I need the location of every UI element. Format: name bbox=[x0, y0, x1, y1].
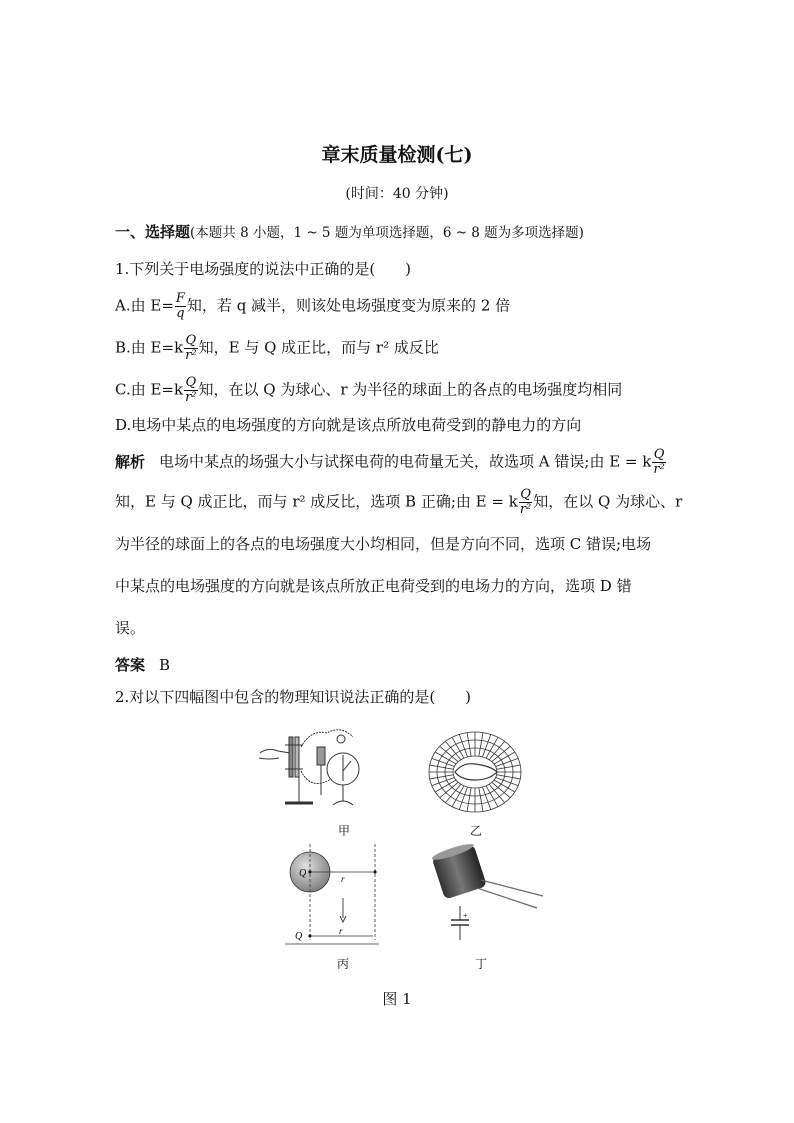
q-label-upper: Q bbox=[299, 868, 307, 879]
figure-label-yi: 乙 bbox=[470, 824, 483, 838]
option-c bbox=[115, 376, 622, 405]
field-line bbox=[435, 780, 456, 792]
analysis-line-2: 知，E 与 Q 成正比，而与 r² 成反比，选项 B 正确;由 E = k $\frac{Q}{\text{r²}}$ 知，在以 Q 为球心、r bbox=[115, 487, 683, 517]
option-b-prefix: B.由 E=k bbox=[115, 338, 184, 357]
field-line bbox=[445, 784, 460, 802]
figure-label-ding: 丁 bbox=[475, 957, 488, 971]
fraction-f-over-q: $\frac{F}{q}$ bbox=[175, 291, 185, 321]
figure-jia-apparatus bbox=[255, 725, 365, 817]
answer-label: 答案 bbox=[115, 656, 146, 674]
analysis-line-4: 中某点的电场强度的方向就是该点所放正电荷受到的电场力的方向，选项 D 错 bbox=[115, 577, 632, 595]
field-line bbox=[432, 758, 455, 766]
figure-yi-field-lines bbox=[425, 728, 525, 816]
page-title: 章末质量检测(七) bbox=[321, 144, 473, 166]
field-line bbox=[435, 752, 456, 764]
figure-bing-sphere bbox=[285, 840, 385, 950]
field-line bbox=[489, 784, 504, 802]
fraction-q-over-r2: $\frac{Q}{\text{r²}}$ bbox=[185, 333, 197, 363]
field-line bbox=[479, 733, 483, 757]
field-line bbox=[479, 788, 483, 812]
field-line bbox=[494, 780, 515, 792]
field-line bbox=[496, 777, 519, 785]
option-c-text: 知，在以 Q 为球心、r 为半径的球面上的各点的电场强度均相同 bbox=[198, 380, 623, 399]
field-line bbox=[494, 752, 515, 764]
field-line bbox=[483, 734, 491, 757]
section-name: 一、选择题 bbox=[115, 223, 191, 241]
option-c-prefix: C.由 E=k bbox=[115, 380, 184, 399]
field-line bbox=[467, 733, 471, 757]
page-subtitle: (时间：40 分钟) bbox=[345, 186, 449, 202]
field-line bbox=[430, 775, 454, 779]
field-line bbox=[496, 758, 519, 766]
r-label-lower: r bbox=[339, 926, 343, 936]
option-a-text: 知，若 q 减半，则该处电场强度变为原来的 2 倍 bbox=[186, 296, 511, 315]
figure-ding-capacitor bbox=[425, 840, 545, 950]
field-line bbox=[489, 741, 504, 759]
analysis-line-5: 误。 bbox=[115, 619, 146, 637]
analysis-label: 解析 bbox=[115, 452, 146, 471]
analysis-line-1: 解析 电场中某点的场强大小与试探电荷的电荷量无关，故选项 A 错误;由 E = k $\frac{Q}{\text{r²}}$ bbox=[115, 447, 665, 477]
fraction-q-over-r2: $\frac{Q}{\text{r²}}$ bbox=[185, 375, 197, 405]
field-line bbox=[483, 787, 491, 810]
field-line bbox=[445, 741, 460, 759]
answer-line bbox=[115, 654, 170, 675]
field-line bbox=[432, 777, 455, 785]
answer-value: B bbox=[159, 656, 171, 674]
figure-caption: 图 1 bbox=[382, 990, 412, 1008]
field-line bbox=[497, 775, 521, 779]
field-line bbox=[497, 765, 521, 769]
section-desc: (本题共 8 小题，1 ~ 5 题为单项选择题，6 ~ 8 题为多项选择题) bbox=[190, 225, 584, 241]
option-a-prefix: A.由 E= bbox=[115, 296, 174, 315]
section-heading bbox=[115, 221, 584, 244]
svg-text:+: + bbox=[463, 911, 468, 920]
r-label-upper: r bbox=[341, 874, 345, 884]
field-line bbox=[430, 765, 454, 769]
figure-label-jia: 甲 bbox=[338, 824, 351, 838]
analysis-line-3: 为半径的球面上的各点的电场强度大小均相同，但是方向不同，选项 C 错误;电场 bbox=[115, 535, 652, 553]
option-b bbox=[115, 334, 439, 363]
figure-label-bing: 丙 bbox=[337, 957, 350, 971]
option-d: D.电场中某点的电场强度的方向就是该点所放电荷受到的静电力的方向 bbox=[115, 416, 582, 434]
fraction-q-over-r2: $\frac{Q}{\text{r²}}$ bbox=[653, 447, 665, 477]
q-label-lower: Q bbox=[295, 931, 303, 942]
fraction-q-over-r2: $\frac{Q}{\text{r²}}$ bbox=[519, 487, 532, 517]
field-line bbox=[467, 788, 471, 812]
question-2-stem: 2.对以下四幅图中包含的物理知识说法正确的是( ) bbox=[115, 688, 472, 706]
question-1-stem: 1.下列关于电场强度的说法中正确的是( ) bbox=[115, 260, 412, 278]
option-b-text: 知，E 与 Q 成正比，而与 r² 成反比 bbox=[198, 338, 439, 357]
field-line bbox=[459, 734, 467, 757]
option-a bbox=[115, 292, 510, 321]
field-line bbox=[459, 787, 467, 810]
